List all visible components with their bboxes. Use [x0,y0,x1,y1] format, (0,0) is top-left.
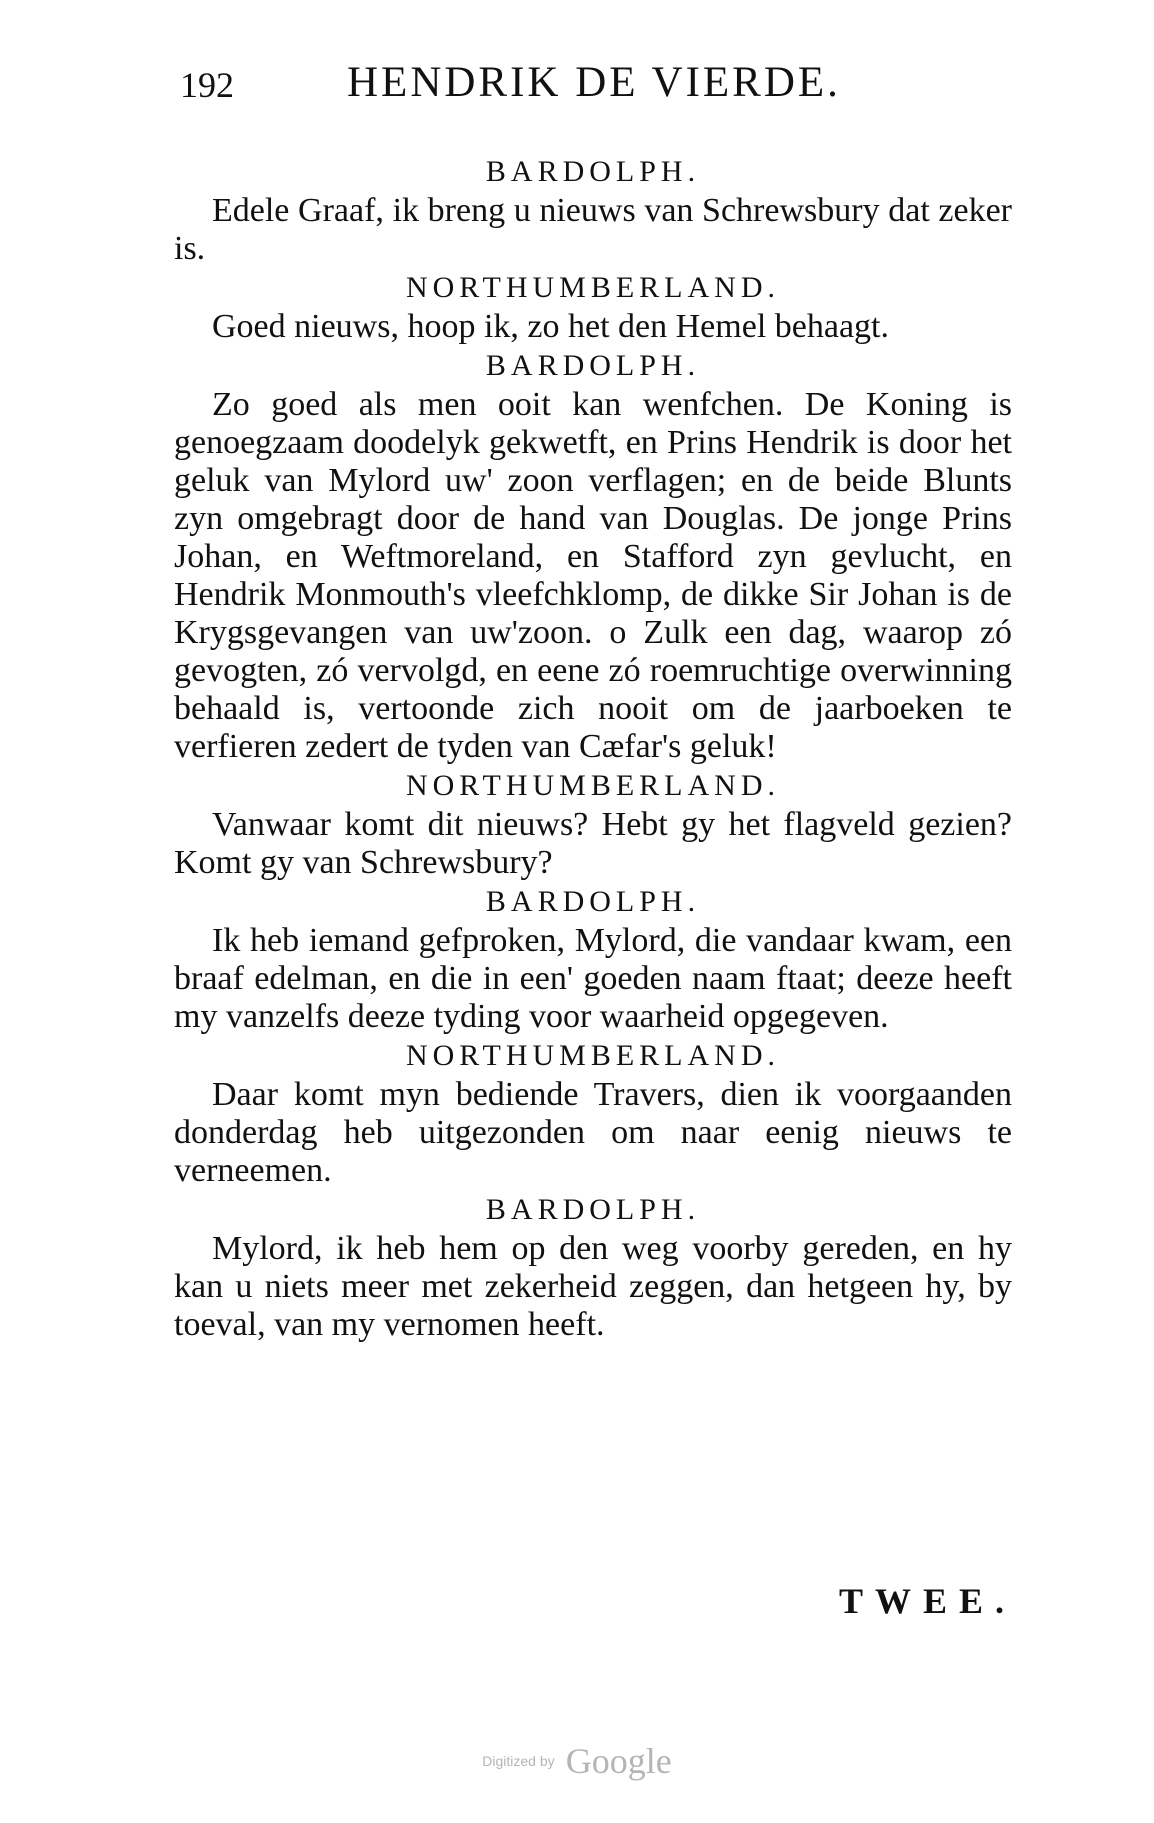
dialogue-entry [174,1190,1012,1344]
dialogue-entry [174,268,1012,346]
speaker-name: BARDOLPH. [485,885,701,918]
speech-text: Goed nieuws, hoop ik, zo het den Hemel behaagt. [212,308,889,345]
watermark-prefix: Digitized by [482,1753,555,1769]
dialogue-body [174,152,1012,1344]
speaker-name: NORTHUMBERLAND. [405,1039,781,1072]
page-title: HENDRIK DE VIERDE. [347,59,841,106]
catchword: TWEE. [838,1581,1016,1621]
dialogue-entry [174,766,1012,882]
speech-text: Vanwaar komt dit nieuws? Hebt gy het flagveld gezien? Komt gy van Schrewsbury? [174,806,1012,881]
speech-text: Edele Graaf, ik breng u nieuws van Schrewsbury dat zeker is. [174,192,1012,267]
running-head [180,58,920,118]
digitization-watermark [0,1740,1154,1782]
page-number: 192 [180,65,234,105]
speech-text: Zo goed als men ooit kan wenfchen. De Koning is genoegzaam doodelyk gekwetft, en Prins Hendrik is door het geluk van Mylord uw' zoon verflagen; en de beide Blunts zyn omgebragt door de hand van Douglas. De jonge Prins Johan, en Weftmoreland, en Stafford zyn gevlucht, en Hendrik Monmouth's vleefchklomp, de dikke Sir Johan is de Krygsgevangen van uw'zoon. o Zulk een dag, waarop zó gevogten, zó vervolgd, en eene zó roemruchtige overwinning behaald is, vertoonde zich nooit om de jaarboeken te verfieren zedert de tyden van Cæfar's geluk! [174,386,1012,765]
speech-text: Mylord, ik heb hem op den weg voorby gereden, en hy kan u niets meer met zekerheid zeggen, dan hetgeen hy, by toeval, van my vernomen heeft. [174,1230,1012,1343]
speech-text: Ik heb iemand gefproken, Mylord, die vandaar kwam, een braaf edelman, en die in een' goeden naam ftaat; deeze heeft my vanzelfs deeze tyding voor waarheid opgegeven. [174,922,1012,1035]
speaker-name: NORTHUMBERLAND. [405,769,781,802]
dialogue-entry [174,346,1012,766]
speech-text: Daar komt myn bediende Travers, dien ik voorgaanden donderdag heb uitgezonden om naar eenig nieuws te verneemen. [174,1076,1012,1189]
dialogue-entry [174,152,1012,268]
speaker-name: BARDOLPH. [485,1193,701,1226]
speaker-name: BARDOLPH. [485,349,701,382]
speaker-name: BARDOLPH. [485,155,701,188]
speaker-name: NORTHUMBERLAND. [405,271,781,304]
dialogue-entry [174,882,1012,1036]
dialogue-entry [174,1036,1012,1190]
watermark-brand: Google [565,1741,672,1781]
